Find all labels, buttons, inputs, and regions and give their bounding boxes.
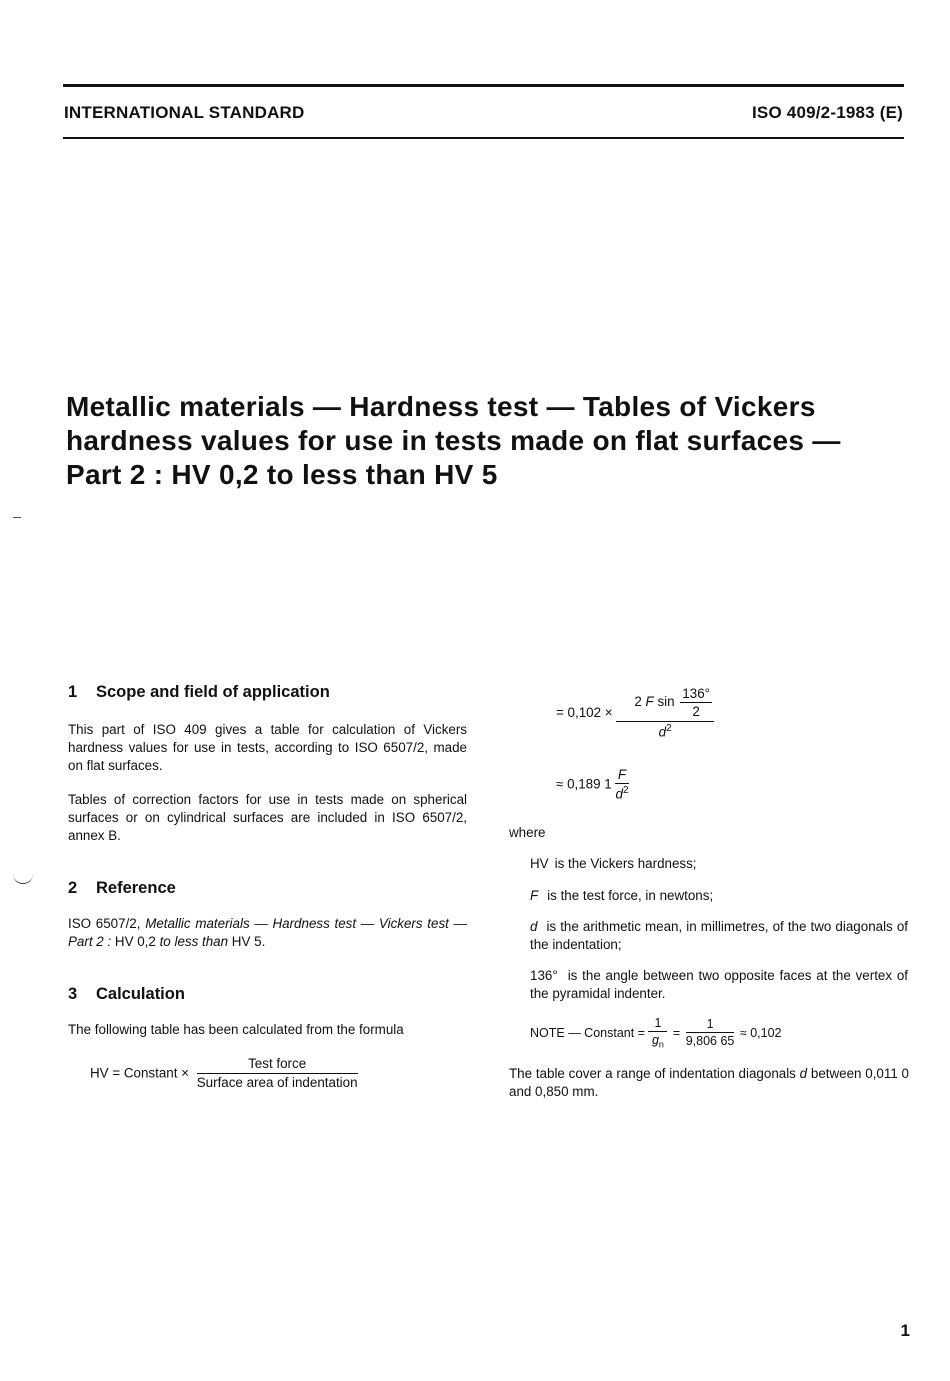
where-d-description: is the arithmetic mean, in millimetres, of the two diagonals of the indentation; bbox=[530, 919, 908, 952]
reference-code: ISO 6507/2, bbox=[68, 916, 141, 931]
where-hv-symbol: HV bbox=[530, 856, 549, 871]
where-d bbox=[530, 918, 908, 954]
reference-hv-low: HV 0,2 bbox=[114, 934, 156, 949]
formula-expanded-numerator bbox=[616, 686, 714, 722]
document-title bbox=[66, 390, 926, 492]
where-label: where bbox=[509, 825, 546, 840]
formula-sin: sin bbox=[657, 694, 675, 710]
note-result: ≈ 0,102 bbox=[739, 1025, 782, 1040]
section-2-title: Reference bbox=[96, 879, 176, 897]
margin-mark-bracket bbox=[13, 873, 33, 884]
note-frac1-den-var: g bbox=[651, 1033, 659, 1047]
where-angle bbox=[530, 967, 908, 1003]
note-fraction-1 bbox=[648, 1016, 667, 1050]
where-d-symbol: d bbox=[530, 919, 538, 934]
section-3-heading bbox=[68, 985, 185, 1004]
where-angle-symbol: 136° bbox=[530, 968, 558, 983]
where-f-symbol: F bbox=[530, 888, 539, 903]
formula-simplified-numerator: F bbox=[615, 767, 628, 784]
where-hv-description: is the Vickers hardness; bbox=[554, 856, 697, 871]
margin-mark-top bbox=[13, 517, 21, 518]
note-frac2-num: 1 bbox=[686, 1017, 735, 1033]
formula-coef: 2 bbox=[634, 694, 642, 710]
title-line-3: Part 2 : HV 0,2 to less than HV 5 bbox=[66, 459, 498, 490]
note-fraction-2 bbox=[686, 1017, 735, 1048]
note-prefix: NOTE — Constant = bbox=[530, 1025, 645, 1040]
calculation-intro: The following table has been calculated from the formula bbox=[68, 1022, 404, 1037]
main-formula-fraction bbox=[197, 1056, 358, 1090]
page-number: 1 bbox=[900, 1321, 910, 1340]
formula-force-var: F bbox=[645, 694, 654, 710]
main-formula bbox=[90, 1056, 358, 1090]
header-left-label: INTERNATIONAL STANDARD bbox=[64, 103, 305, 122]
formula-den-exp: 2 bbox=[666, 723, 672, 734]
header-bottom-rule bbox=[63, 137, 904, 139]
section-2-heading bbox=[68, 879, 176, 898]
formula-simplified-prefix: ≈ 0,189 1 bbox=[556, 776, 612, 792]
section-3-number: 3 bbox=[68, 985, 78, 1003]
note-frac2-den: 9,806 65 bbox=[685, 1034, 735, 1049]
header-right-label: ISO 409/2-1983 (E) bbox=[751, 103, 903, 122]
formula-expanded-fraction bbox=[616, 686, 714, 739]
title-line-1: Metallic materials — Hardness test — Tables of Vickers bbox=[66, 391, 816, 422]
scope-paragraph-1: This part of ISO 409 gives a table for calculation of Vickers hardness values for use in tests, according to ISO 6507/2, made on flat surfaces. bbox=[68, 722, 467, 773]
section-3-title: Calculation bbox=[96, 985, 185, 1003]
note-frac1-den bbox=[648, 1032, 667, 1050]
formula-simplified bbox=[556, 767, 629, 801]
note-equals: = bbox=[672, 1025, 681, 1040]
section-1-heading bbox=[68, 683, 330, 702]
section-2-number: 2 bbox=[68, 879, 78, 897]
range-var: d bbox=[799, 1066, 808, 1081]
main-formula-lhs: HV = Constant × bbox=[90, 1065, 189, 1081]
note-frac1-num: 1 bbox=[648, 1016, 667, 1032]
note-frac1-den-sub: n bbox=[658, 1039, 664, 1050]
main-formula-denominator: Surface area of indentation bbox=[196, 1075, 358, 1090]
range-paragraph bbox=[509, 1065, 909, 1101]
formula-expanded bbox=[556, 686, 714, 739]
formula-angle-fraction bbox=[680, 686, 712, 719]
formula-angle-half: 2 bbox=[692, 704, 700, 719]
where-hv bbox=[530, 855, 910, 873]
scope-paragraph-2: Tables of correction factors for use in tests made on spherical surfaces or on cylindrical surfaces are included in ISO 6507/2, annex B. bbox=[68, 792, 467, 843]
main-formula-numerator: Test force bbox=[197, 1056, 358, 1074]
reference-paragraph bbox=[68, 915, 467, 951]
section-1-number: 1 bbox=[68, 683, 78, 701]
formula-simplified-den-var: d bbox=[615, 786, 623, 802]
formula-simplified-den-exp: 2 bbox=[622, 785, 629, 796]
formula-expanded-denominator bbox=[616, 722, 714, 739]
formula-den-var: d bbox=[658, 724, 667, 740]
formula-expanded-prefix: = 0,102 × bbox=[556, 705, 613, 721]
range-text-after: between 0,011 0 and 0,850 mm. bbox=[509, 1066, 909, 1099]
reference-title: Metallic materials — Hardness test — Vickers test — Part 2 : bbox=[68, 916, 467, 949]
reference-range-text: to less than bbox=[159, 934, 229, 949]
where-f bbox=[530, 887, 910, 905]
where-angle-description: is the angle between two opposite faces at the vertex of the pyramidal indenter. bbox=[530, 968, 908, 1001]
title-line-2: hardness values for use in tests made on flat surfaces — bbox=[66, 425, 841, 456]
formula-simplified-fraction bbox=[615, 767, 628, 801]
reference-hv-high: HV 5. bbox=[231, 934, 266, 949]
header-top-rule bbox=[63, 84, 904, 87]
formula-simplified-denominator bbox=[615, 784, 628, 801]
where-f-description: is the test force, in newtons; bbox=[547, 888, 714, 903]
range-text-before: The table cover a range of indentation diagonals bbox=[509, 1066, 796, 1081]
formula-angle: 136° bbox=[682, 686, 710, 701]
section-1-title: Scope and field of application bbox=[96, 683, 330, 701]
note-constant bbox=[530, 1016, 781, 1050]
